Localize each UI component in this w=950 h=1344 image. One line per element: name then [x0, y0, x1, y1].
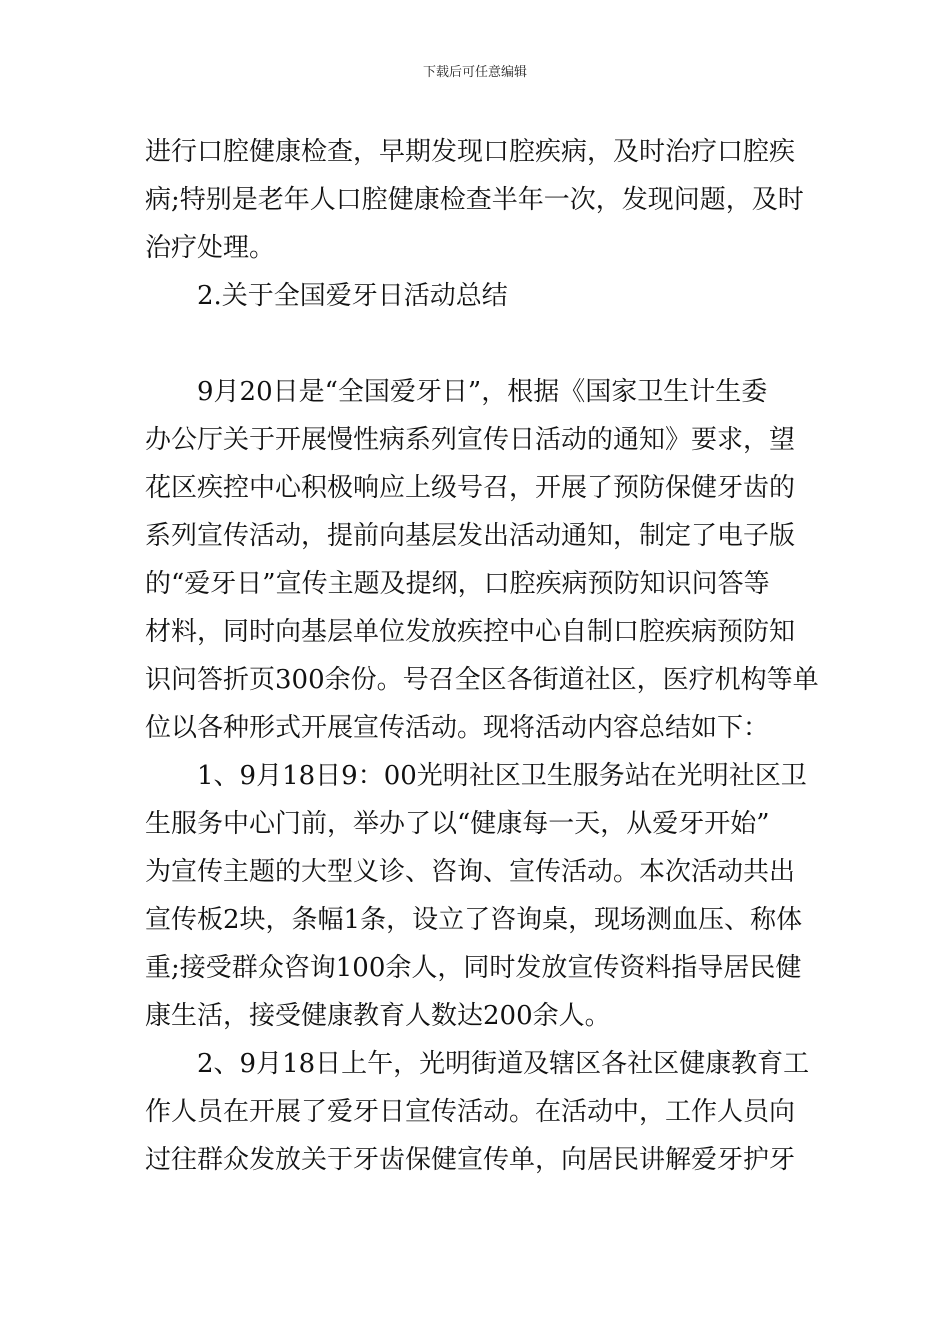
text-line: 为宣传主题的大型义诊、咨询、宣传活动。本次活动共出 — [145, 857, 796, 887]
text-line: 康生活，接受健康教育人数达200余人。 — [145, 1001, 611, 1031]
section-heading: 2.关于全国爱牙日活动总结 — [197, 281, 508, 311]
text-line: 1、9月18日9：00光明社区卫生服务站在光明社区卫 — [197, 761, 807, 791]
text-line: 识问答折页300余份。号召全区各街道社区，医疗机构等单 — [145, 665, 819, 695]
text-line: 作人员在开展了爱牙日宣传活动。在活动中，工作人员向 — [145, 1097, 796, 1127]
text-line: 进行口腔健康检查，早期发现口腔疾病，及时治疗口腔疾 — [145, 137, 796, 167]
text-line: 过往群众发放关于牙齿保健宣传单，向居民讲解爱牙护牙 — [145, 1145, 796, 1175]
text-line: 重;接受群众咨询100余人，同时发放宣传资料指导居民健 — [145, 953, 802, 983]
text-line: 2、9月18日上午，光明街道及辖区各社区健康教育工 — [197, 1049, 810, 1079]
text-line: 病;特别是老年人口腔健康检查半年一次，发现问题，及时 — [145, 185, 804, 215]
page-header: 下载后可任意编辑 — [422, 65, 527, 80]
text-line: 材料，同时向基层单位发放疾控中心自制口腔疾病预防知 — [145, 617, 796, 647]
text-line: 生服务中心门前，举办了以“健康每一天，从爱牙开始” — [145, 809, 770, 839]
text-line: 位以各种形式开展宣传活动。现将活动内容总结如下： — [145, 713, 770, 743]
text-line: 治疗处理。 — [145, 233, 276, 263]
document-body — [145, 128, 819, 1184]
text-line: 9月20日是“全国爱牙日”，根据《国家卫生计生委 — [197, 377, 768, 407]
text-line: 办公厅关于开展慢性病系列宣传日活动的通知》要求，望 — [145, 425, 796, 455]
text-line: 系列宣传活动，提前向基层发出活动通知，制定了电子版 — [145, 521, 796, 551]
text-line: 花区疾控中心积极响应上级号召，开展了预防保健牙齿的 — [145, 473, 796, 503]
text-line: 的“爱牙日”宣传主题及提纲，口腔疾病预防知识问答等 — [145, 569, 770, 599]
blank-line — [145, 320, 805, 368]
text-line: 宣传板2块，条幅1条，设立了咨询桌，现场测血压、称体 — [145, 905, 803, 935]
